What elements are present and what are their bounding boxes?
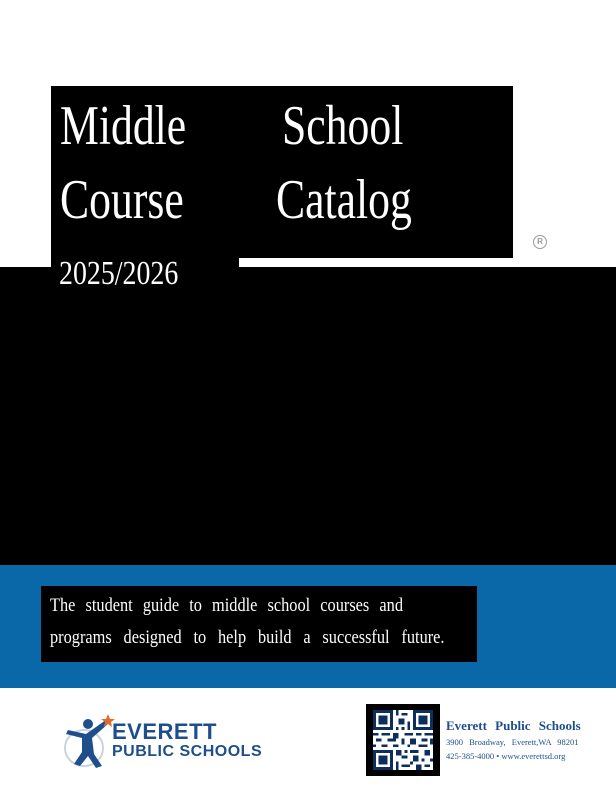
registered-mark-icon: R [533,235,547,249]
title-word-school: School [282,95,404,157]
title-block [51,86,513,258]
school-year: 2025/2026 [59,255,179,292]
title-divider [239,258,513,262]
tagline-box [41,586,477,662]
year-block [51,250,239,300]
organization-name: Everett Public Schools [446,718,581,733]
organization-address: 3900 Broadway, Everett,WA 98201 [446,737,579,747]
hero-image-area [0,267,616,565]
logo-wordmark-everett: EVERETT [112,719,217,744]
tagline-line-1: The student guide to middle school courses and [50,595,404,616]
organization-contact: 425-385-4000 • www.everettsd.org [446,751,566,761]
tagline-line-2: programs designed to help build a successful future. [50,627,445,648]
logo-wordmark-public-schools: PUBLIC SCHOOLS [112,743,263,760]
title-word-catalog: Catalog [276,169,412,231]
title-word-course: Course [60,169,184,231]
qr-code-icon[interactable] [372,710,434,770]
title-word-middle: Middle [60,95,187,157]
